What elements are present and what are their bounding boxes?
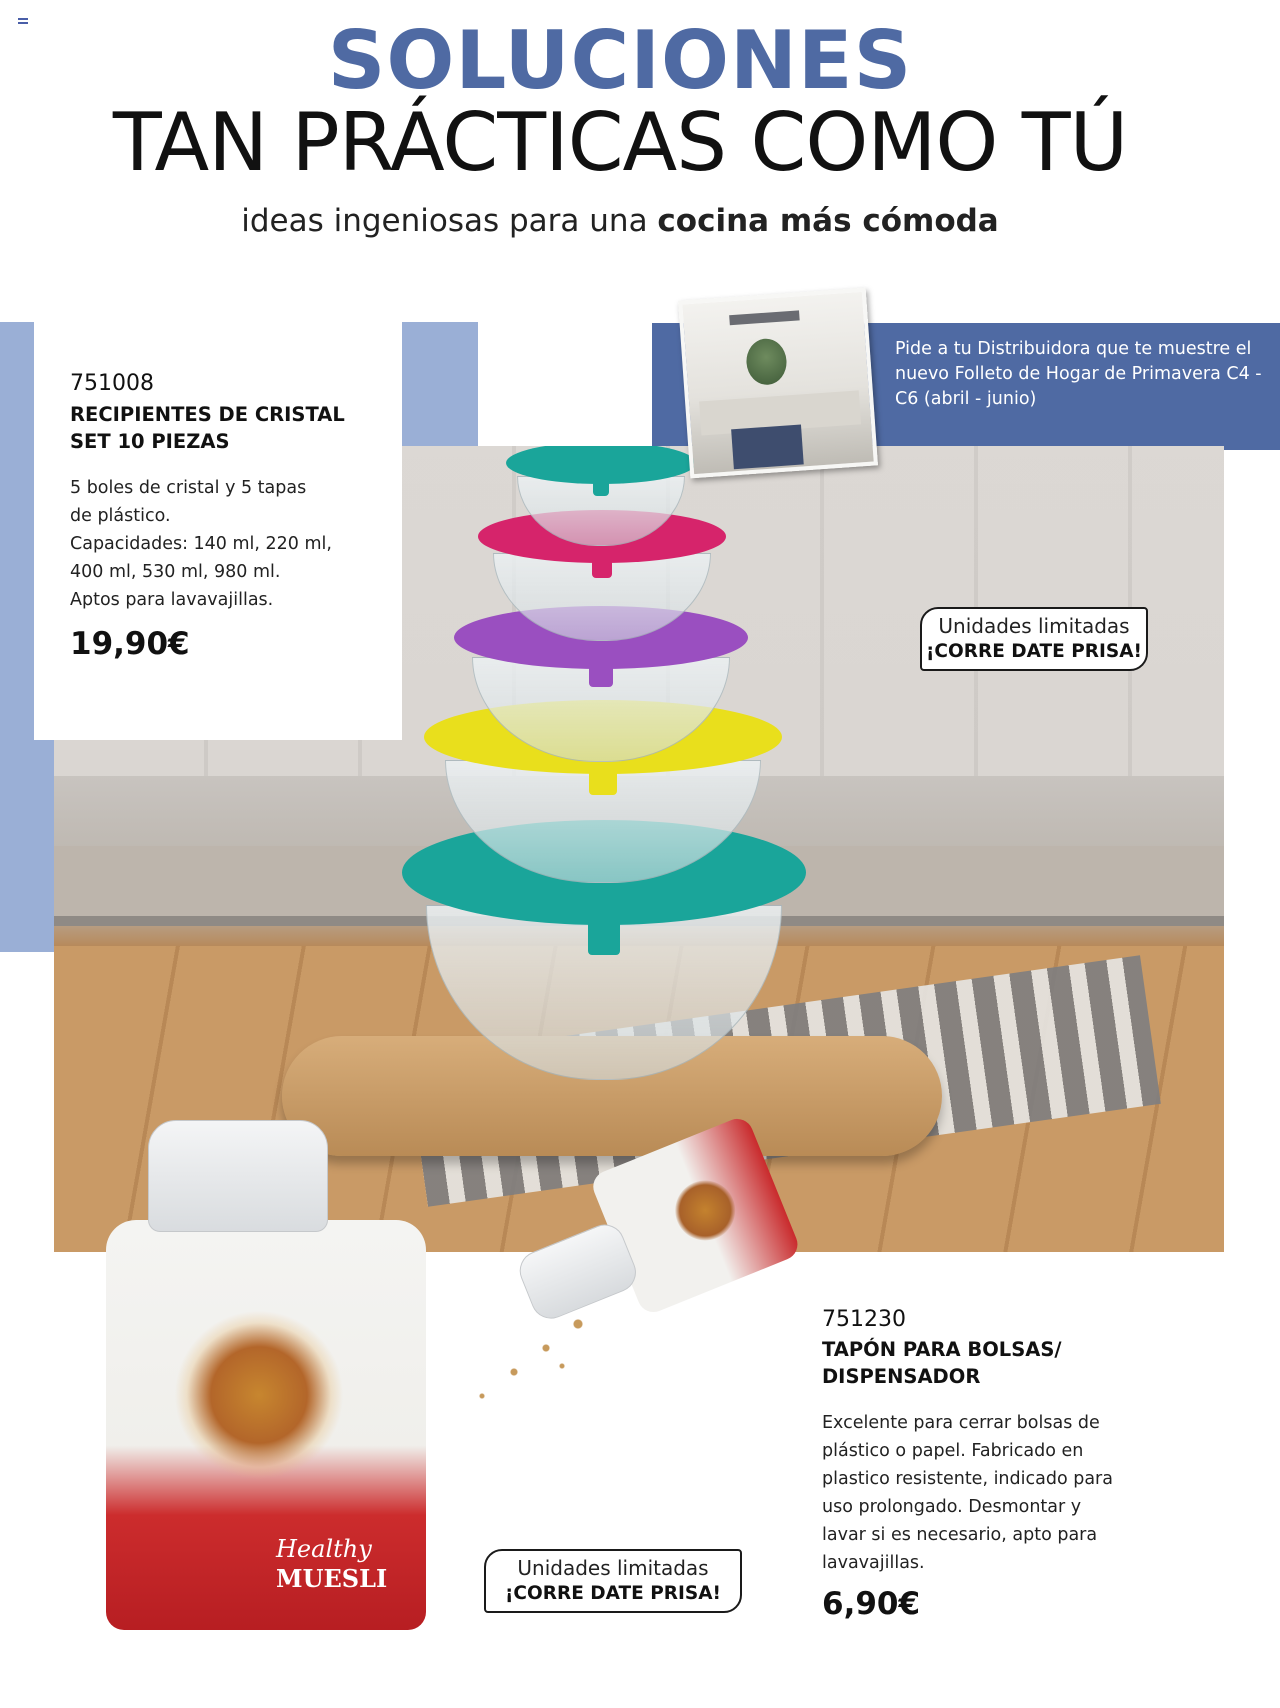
- glass-bowl-xs: [506, 446, 696, 542]
- spring-catalog-thumbnail: [678, 288, 878, 479]
- description-line: de plástico.: [70, 506, 171, 526]
- muesli-brand-script: Healthy: [276, 1535, 372, 1563]
- muesli-brand: [276, 1534, 416, 1594]
- description-line: Excelente para cerrar bolsas de: [822, 1413, 1100, 1433]
- product-title-line: RECIPIENTES DE CRISTAL: [70, 403, 345, 426]
- page-title: SOLUCIONES: [327, 14, 913, 107]
- muesli-brand-bold: MUESLI: [276, 1564, 388, 1593]
- limited-units-badge: [920, 607, 1148, 671]
- description-line: 400 ml, 530 ml, 980 ml.: [70, 562, 281, 582]
- muesli-bag-with-cap: [106, 1120, 436, 1630]
- description-line: lavar si es necesario, apto para: [822, 1525, 1098, 1545]
- product-description: [822, 1409, 1113, 1577]
- catalog-promo-text: Pide a tu Distribuidora que te muestre el nuevo Folleto de Hogar de Primavera C4 - C6 (abril - junio): [895, 339, 1262, 409]
- muesli-crumbs: [450, 1300, 610, 1420]
- product-title-line: TAPÓN PARA BOLSAS/: [822, 1338, 1062, 1361]
- badge-line: ¡CORRE DATE PRISA!: [925, 641, 1142, 662]
- product-title-line: SET 10 PIEZAS: [70, 430, 230, 453]
- description-line: lavavajillas.: [822, 1553, 925, 1573]
- badge-line: ¡CORRE DATE PRISA!: [504, 1583, 721, 1604]
- description-line: uso prolongado. Desmontar y: [822, 1497, 1082, 1517]
- product-title: [70, 401, 345, 455]
- product-code: 751008: [70, 371, 154, 396]
- limited-units-badge: [484, 1549, 742, 1613]
- product-title: [822, 1336, 1062, 1390]
- badge-line: Unidades limitadas: [938, 614, 1130, 638]
- subtitle-bold: cocina más cómoda: [657, 203, 999, 239]
- product-code: 751230: [822, 1307, 906, 1332]
- page-title-secondary: TAN PRÁCTICAS COMO TÚ: [112, 96, 1128, 189]
- page-subtitle: [0, 203, 1240, 239]
- product-price: 6,90€: [822, 1586, 921, 1622]
- badge-line: Unidades limitadas: [517, 1556, 709, 1580]
- description-line: Aptos para lavavajillas.: [70, 590, 274, 610]
- product-description: [70, 474, 332, 614]
- description-line: plástico o papel. Fabricado en: [822, 1441, 1084, 1461]
- product-title-line: DISPENSADOR: [822, 1365, 981, 1388]
- subtitle-regular: ideas ingeniosas para una: [241, 203, 658, 239]
- description-line: 5 boles de cristal y 5 tapas: [70, 478, 307, 498]
- product-price: 19,90€: [70, 626, 190, 662]
- description-line: Capacidades: 140 ml, 220 ml,: [70, 534, 332, 554]
- description-line: plastico resistente, indicado para: [822, 1469, 1113, 1489]
